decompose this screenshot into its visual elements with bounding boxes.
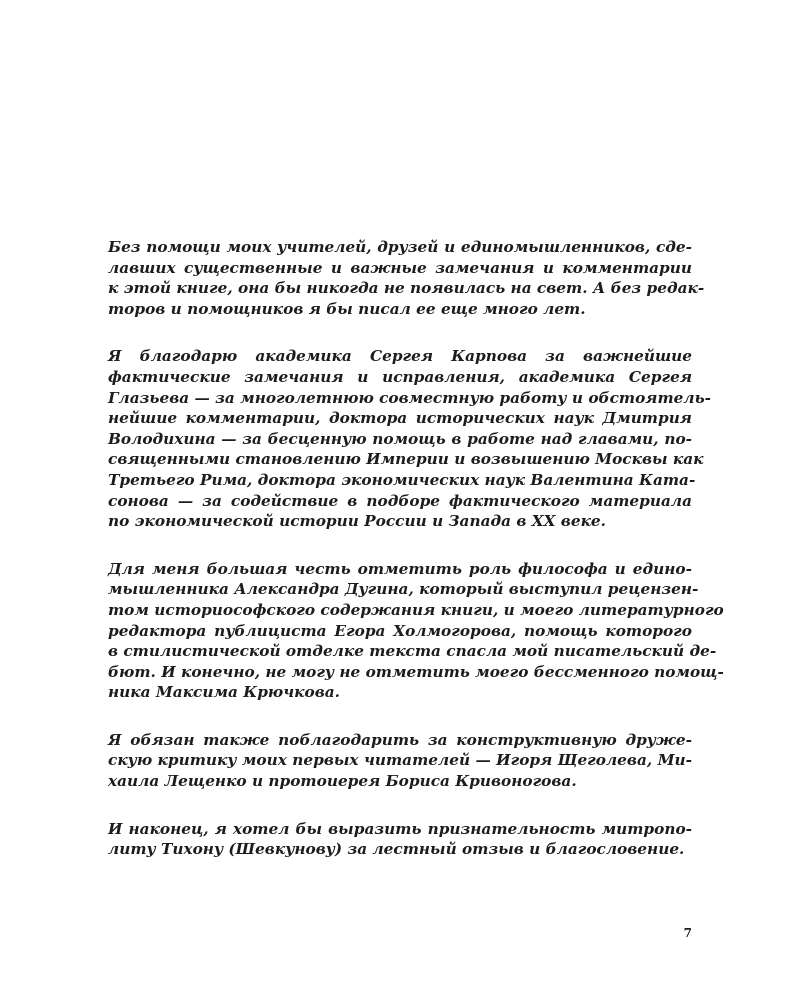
paragraph-3 (108, 559, 724, 703)
text-line: Третьего Рима, доктора экономических наук Валентина Ката- (108, 470, 696, 489)
text-line: нейшие комментарии, доктора исторических наук Дмитрия (108, 409, 692, 428)
text-line: к этой книге, она бы никогда не появилась на свет. А без редак- (108, 279, 705, 298)
paragraph-1 (108, 237, 705, 319)
text-line: Я обязан также поблагодарить за конструктивную друже- (108, 730, 692, 749)
text-line: фактические замечания и исправления, академика Сергея (108, 367, 692, 386)
acknowledgements-text (108, 237, 724, 887)
text-line: бют. И конечно, не могу не отметить моего бессменного помощ- (108, 662, 724, 681)
text-line: Я благодарю академика Сергея Карпова за важнейшие (108, 347, 692, 366)
text-line: Глазьева — за многолетнюю совместную работу и обстоятель- (108, 388, 712, 407)
text-line: мышленника Александра Дугина, который выступил рецензен- (108, 580, 699, 599)
paragraph-5 (108, 819, 692, 860)
paragraph-2 (108, 346, 712, 531)
text-line: торов и помощников я бы писал ее еще много лет. (108, 299, 586, 318)
text-line: хаила Лещенко и протоиерея Бориса Кривоногова. (108, 772, 577, 791)
text-line: в стилистической отделке текста спасла мой писательский де- (108, 642, 717, 661)
text-line: лавших существенные и важные замечания и комментарии (108, 258, 692, 277)
paragraph-4 (108, 730, 692, 792)
text-line: по экономической истории России и Запада в XX веке. (108, 512, 606, 531)
text-line: И наконец, я хотел бы выразить признательность митропо- (108, 819, 692, 838)
text-line: сонова — за содействие в подборе фактического материала (108, 491, 692, 510)
text-line: том историософского содержания книги, и моего литературного (108, 600, 724, 619)
text-line: скую критику моих первых читателей — Игоря Щеголева, Ми- (108, 751, 692, 770)
text-line: Для меня большая честь отметить роль философа и едино- (108, 559, 692, 578)
text-line: священными становлению Империи и возвышению Москвы как (108, 450, 704, 469)
page-number: 7 (683, 926, 692, 940)
text-line: Без помощи моих учителей, друзей и единомышленников, сде- (108, 238, 692, 256)
text-line: редактора публициста Егора Холмогорова, помощь которого (108, 621, 692, 640)
text-line: литу Тихону (Шевкунову) за лестный отзыв и благословение. (108, 840, 685, 859)
text-line: Володихина — за бесценную помощь в работе над главами, по- (108, 429, 692, 448)
text-line: ника Максима Крючкова. (108, 683, 340, 702)
